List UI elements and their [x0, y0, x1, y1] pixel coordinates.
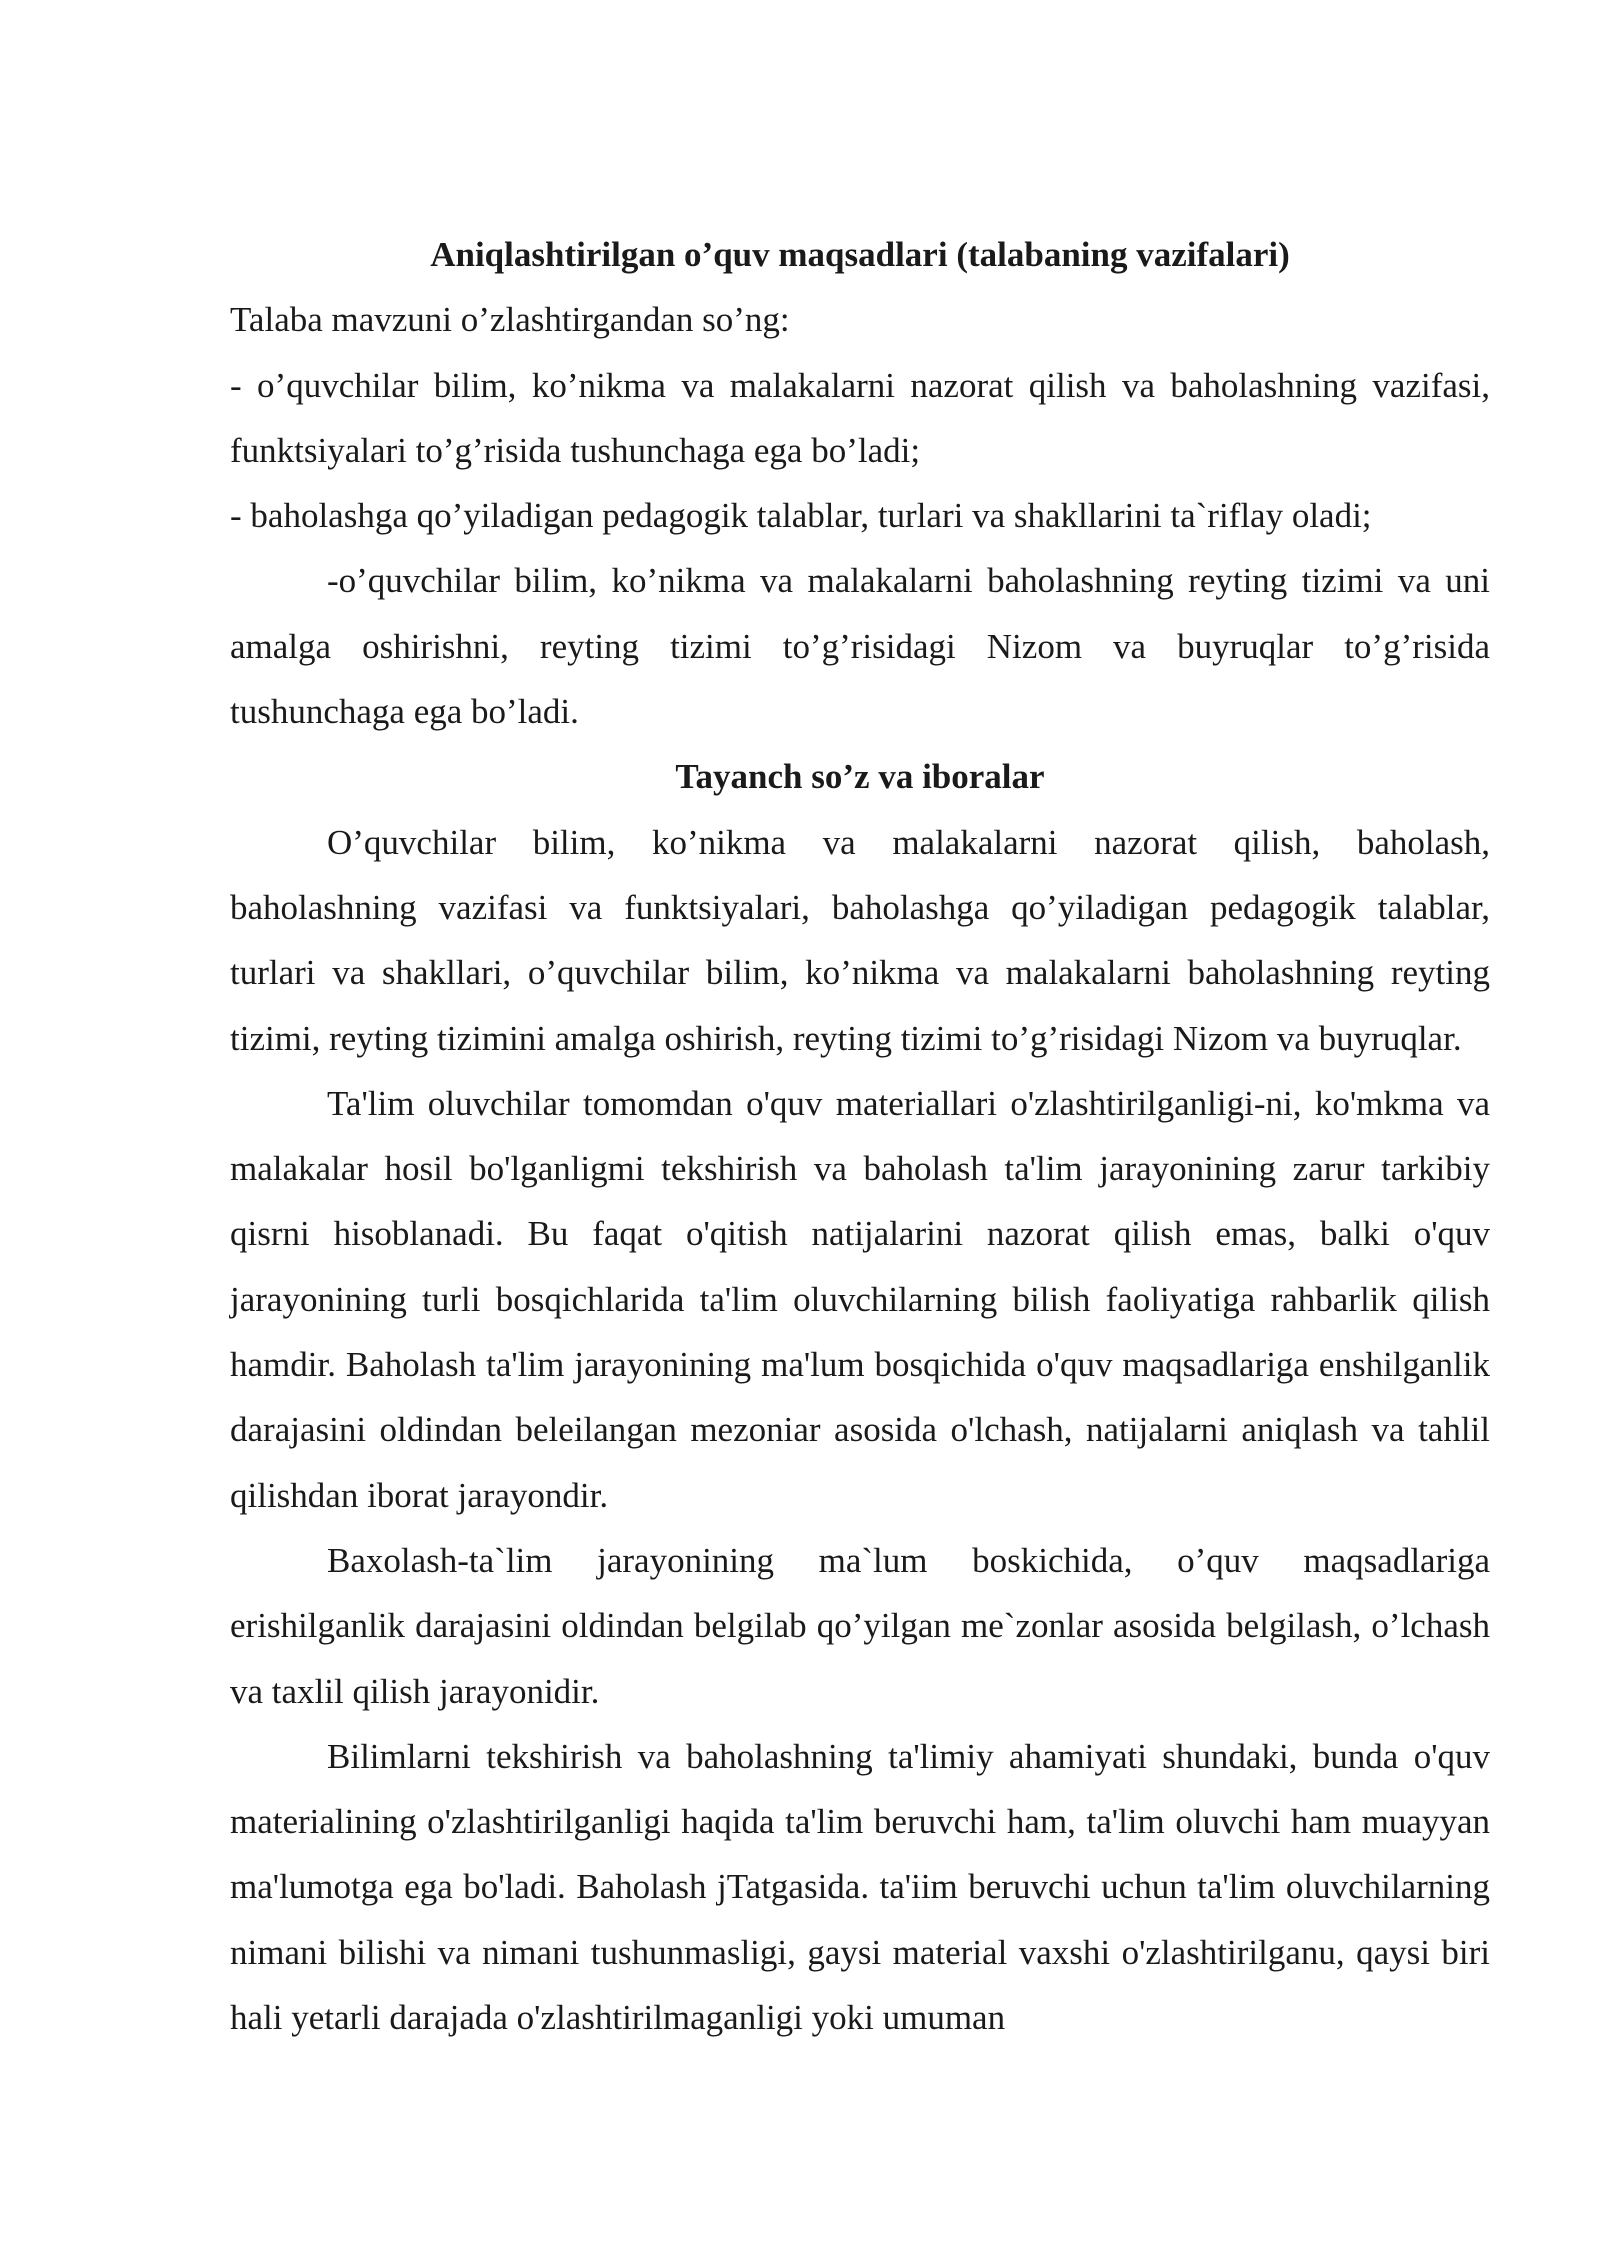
- body-paragraph-2: Baxolash-ta`lim jarayonining ma`lum boskichida, o’quv maqsadlariga erishilganlik darajasini oldindan belgilab qo’yilgan me`zonlar asosida belgilash, o’lchash va taxlil qilish jarayonidir.: [230, 1540, 1490, 1711]
- keywords-heading: Tayanch so’z va iboralar: [675, 757, 1045, 797]
- objective-item-2: - baholashga qo’yiladigan pedagogik talablar, turlari va shakllarini ta`riflay oladi;: [230, 496, 1372, 536]
- objective-item-1: - o’quvchilar bilim, ko’nikma va malakalarni nazorat qilish va baholashning vazifasi, funktsiyalari to’g’risida tushunchaga ega bo’ladi;: [230, 365, 1490, 470]
- objectives-heading: Aniqlashtirilgan o’quv maqsadlari (talabaning vazifalari): [430, 235, 1290, 274]
- body-paragraph-3: Bilimlarni tekshirish va baholashning ta'limiy ahamiyati shundaki, bunda o'quv materialining o'zlashtirilganligi haqida ta'lim beruvchi ham, ta'lim oluvchi ham muayyan ma'lumotga ega bo'ladi. Baholash jTatgasida. ta'iim beruvchi uchun ta'lim oluvchilarning nimani bilishi va nimani tushunmasligi, gaysi material vaxshi o'zlashtirilganu, qaysi biri hali yetarli darajada o'zlashtirilmaganligi yoki umuman: [230, 1736, 1490, 2038]
- document-page: [230, 222, 1490, 2050]
- intro-line: Talaba mavzuni o’zlashtirgandan so’ng:: [230, 300, 790, 340]
- body-paragraph-1: Ta'lim oluvchilar tomomdan o'quv materiallari o'zlashtirilganligi-ni, ko'mkma va malakalar hosil bo'lganligmi tekshirish va baholash ta'lim jarayonining zarur tarkibiy qisrni hisoblanadi. Bu faqat o'qitish natijalarini nazorat qilish emas, balki o'quv jarayonining turli bosqichlarida ta'lim oluvchilarning bilish faoliyatiga rahbarlik qilish hamdir. Baholash ta'lim jarayonining ma'lum bosqichida o'quv maqsadlariga enshilganlik darajasini oldindan beleilangan mezoniar asosida o'lchash, natijalarni aniqlash va tahlil qilishdan iborat jarayondir.: [230, 1083, 1490, 1515]
- keywords-paragraph: O’quvchilar bilim, ko’nikma va malakalarni nazorat qilish, baholash, baholashning vazifasi va funktsiyalari, baholashga qo’yiladigan pedagogik talablar, turlari va shakllari, o’quvchilar bilim, ko’nikma va malakalarni baholashning reyting tizimi, reyting tizimini amalga oshirish, reyting tizimi to’g’risidagi Nizom va buyruqlar.: [230, 822, 1490, 1058]
- objective-item-3: -o’quvchilar bilim, ko’nikma va malakalarni baholashning reyting tizimi va uni amalga oshirishni, reyting tizimi to’g’risidagi Nizom va buyruqlar to’g’risida tushunchaga ega bo’ladi.: [230, 561, 1490, 732]
